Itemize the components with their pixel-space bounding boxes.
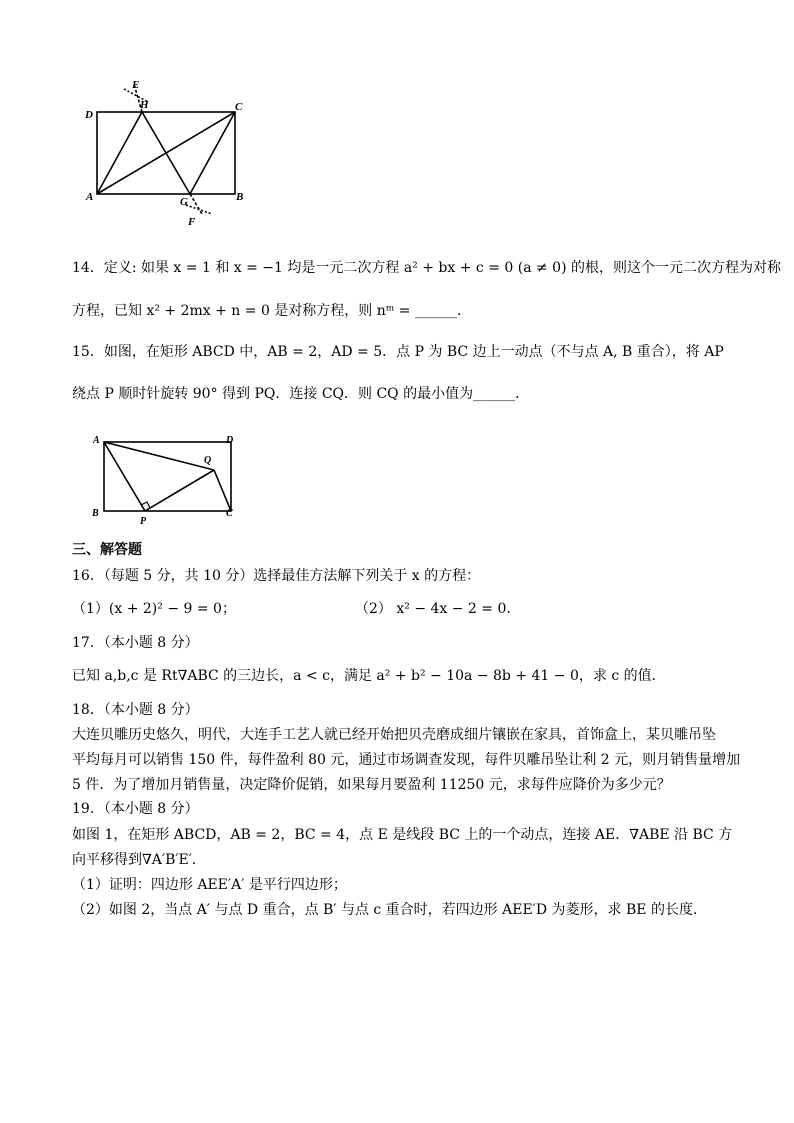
q18-line1: 大连贝雕历史悠久，明代，大连手工艺人就已经开始把贝壳磨成细片镶嵌在家具，首饰盒上，某贝雕吊坠 xyxy=(72,727,716,743)
figure-rectangle-rotation xyxy=(86,430,266,530)
label-A2: A xyxy=(93,435,100,446)
label-A: A xyxy=(86,191,94,203)
q17-body: 已知 a,b,c 是 Rt∇ABC 的三边长，a < c，满足 a² + b² − 10a − 8b + 41 − 0，求 c 的值． xyxy=(72,668,666,684)
q14-line1: 14．定义: 如果 x = 1 和 x = −1 均是一元二次方程 a² + bx + c = 0 (a ≠ 0) 的根，则这个一元二次方程为对称 xyxy=(72,260,781,276)
q16-header: 16．（每题 5 分，共 10 分）选择最佳方法解下列关于 x 的方程： xyxy=(72,568,481,584)
q19-line2: 向平移得到∇A′B′E′． xyxy=(72,852,206,868)
q19-line1: 如图 1，在矩形 ABCD，AB = 2，BC = 4，点 E 是线段 BC 上的一个动点，连接 AE．∇ABE 沿 BC 方 xyxy=(72,827,733,843)
label-G: G xyxy=(180,196,188,208)
q18-line3: 5 件．为了增加月销售量，决定降价促销，如果每月要盈利 11250 元，求每件应降价为多少元？ xyxy=(72,777,671,793)
label-D: D xyxy=(85,109,93,121)
q17-header: 17．（本小题 8 分） xyxy=(72,635,199,651)
label-D2: D xyxy=(226,435,234,446)
label-P2: P xyxy=(140,516,147,527)
label-E: E xyxy=(132,79,140,91)
label-F: F xyxy=(188,216,196,228)
q19-part2: （2）如图 2，当点 A′ 与点 D 重合，点 B′ 与点 c 重合时，若四边形 AEE′D 为菱形，求 BE 的长度． xyxy=(72,902,707,918)
label-B: B xyxy=(236,191,244,203)
q19-part1: （1）证明：四边形 AEE′A′ 是平行四边形； xyxy=(72,877,347,893)
q16-part2: （2） x² − 4x − 2 = 0． xyxy=(355,601,521,617)
figure-rectangle-fold xyxy=(78,72,278,237)
q15-line2: 绕点 P 顺时针旋转 90° 得到 PQ．连接 CQ．则 CQ 的最小值为______． xyxy=(72,386,530,402)
label-C: C xyxy=(235,101,243,113)
q18-header: 18．（本小题 8 分） xyxy=(72,702,199,718)
q19-header: 19．（本小题 8 分） xyxy=(72,801,199,817)
section-heading: 三、解答题 xyxy=(72,542,142,558)
label-B2: B xyxy=(92,508,99,519)
q18-line2: 平均每月可以销售 150 件，每件盈利 80 元，通过市场调查发现，每件贝雕吊坠让利 2 元，则月销售量增加 xyxy=(72,752,741,768)
label-C2: C xyxy=(226,508,233,519)
label-H: H xyxy=(140,99,149,111)
q16-part1: （1）(x + 2)² − 9 = 0； xyxy=(72,601,236,617)
label-Q2: Q xyxy=(204,455,212,466)
q14-line2: 方程，已知 x² + 2mx + n = 0 是对称方程，则 nᵐ = ______． xyxy=(72,303,471,319)
q15-line1: 15．如图，在矩形 ABCD 中，AB = 2，AD = 5．点 P 为 BC 边上一动点（不与点 A, B 重合），将 AP xyxy=(72,344,724,360)
